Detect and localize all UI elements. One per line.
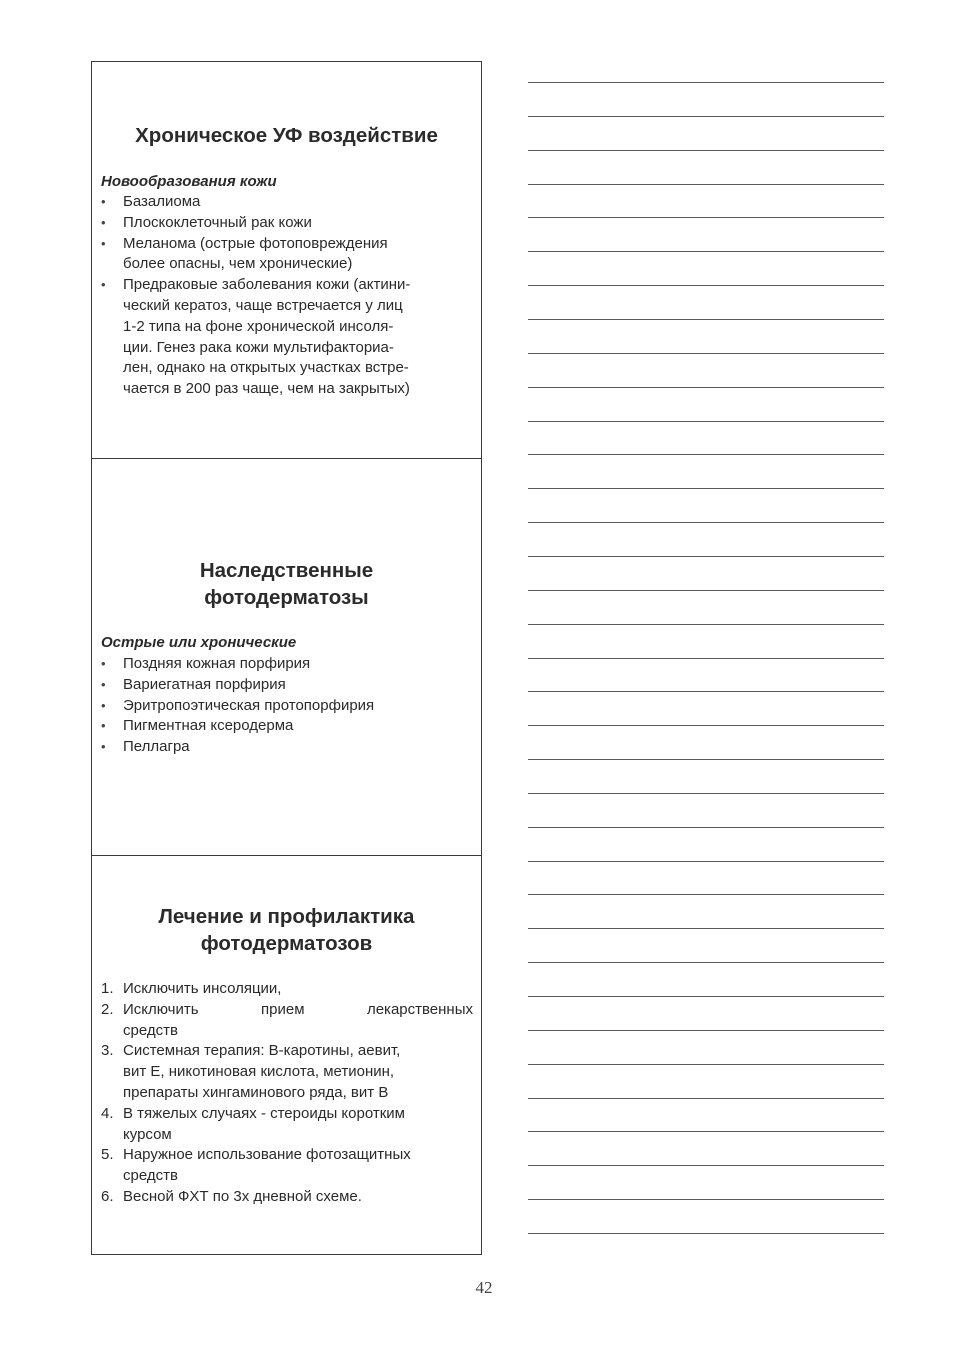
slide-title-line: Хроническое УФ воздействие <box>135 124 438 147</box>
note-line <box>528 150 884 151</box>
numbered-item: 5. Наружное использование фотозащитных средств <box>101 1146 411 1185</box>
numbered-item: 3. Системная терапия: В-каротины, аевит, вит Е, никотиновая кислота, метионин, препараты хингаминового ряда, вит В <box>101 1042 401 1101</box>
numbered-item: 2. Исключить прием лекарственных средств <box>101 1000 473 1039</box>
slide-title-line: фотодерматозы <box>204 586 369 609</box>
note-line <box>528 421 884 422</box>
note-line <box>528 488 884 489</box>
note-line <box>528 387 884 388</box>
note-lines <box>528 0 884 1350</box>
note-line <box>528 827 884 828</box>
note-line <box>528 691 884 692</box>
note-line <box>528 962 884 963</box>
bullet-item: • Меланома (острые фотоповреждения более опасны, чем хронические) <box>101 234 473 276</box>
note-line <box>528 1233 884 1234</box>
bullet-item: • Вариегатная порфирия <box>101 675 473 696</box>
slide-title-line: Лечение и профилактика <box>158 905 415 928</box>
slide-title-line: фотодерматозов <box>200 932 373 955</box>
note-line <box>528 658 884 659</box>
note-line <box>528 116 884 117</box>
note-line <box>528 996 884 997</box>
justified-line: Исключить прием лекарственных <box>123 1000 473 1018</box>
page-number: 42 <box>475 1278 493 1297</box>
bullet-item: • Предраковые заболевания кожи (актини- ческий кератоз, чаще встречается у лиц 1-2 типа на фоне хронической инсоля- ции. Генез рака кожи мультифакториа- лен, однако на открытых участках встре- чается в 200 раз чаще, чем на закрытых) <box>101 275 473 400</box>
bullet-list <box>101 192 473 400</box>
numbered-item: 4. В тяжелых случаях - стероиды коротким курсом <box>101 1104 405 1143</box>
note-line <box>528 522 884 523</box>
slide-title <box>92 122 481 149</box>
bullet-item: • Пигментная ксеродерма <box>101 716 473 737</box>
slide-title <box>92 903 481 957</box>
note-line <box>528 725 884 726</box>
slide-title <box>92 557 481 611</box>
note-line <box>528 1098 884 1099</box>
note-line <box>528 454 884 455</box>
bullet-item: • Поздняя кожная порфирия <box>101 654 473 675</box>
note-line <box>528 759 884 760</box>
slides-panel <box>91 61 482 1255</box>
bullet-item: • Пеллагра <box>101 737 473 758</box>
note-line <box>528 861 884 862</box>
note-line <box>528 285 884 286</box>
note-line <box>528 82 884 83</box>
numbered-item: 6. Весной ФХТ по 3х дневной схеме. <box>101 1187 362 1205</box>
note-line <box>528 556 884 557</box>
slide-subheading: Новообразования кожи <box>101 173 277 190</box>
note-line <box>528 590 884 591</box>
note-line <box>528 1199 884 1200</box>
note-line <box>528 184 884 185</box>
slide-hereditary-photodermatoses <box>92 459 481 856</box>
note-line <box>528 217 884 218</box>
slide-subheading: Острые или хронические <box>101 634 297 651</box>
note-line <box>528 1030 884 1031</box>
note-line <box>528 1064 884 1065</box>
bullet-item: • Эритропоэтическая протопорфирия <box>101 696 473 717</box>
bullet-item: • Плоскоклеточный рак кожи <box>101 213 473 234</box>
note-line <box>528 319 884 320</box>
note-line <box>528 1165 884 1166</box>
slide-chronic-uv <box>92 62 481 459</box>
note-line <box>528 894 884 895</box>
note-line <box>528 928 884 929</box>
bullet-list <box>101 654 473 758</box>
bullet-item: • Базалиома <box>101 192 473 213</box>
note-line <box>528 251 884 252</box>
numbered-item: 1. Исключить инсоляции, <box>101 980 282 997</box>
numbered-list <box>101 979 473 1208</box>
note-line <box>528 353 884 354</box>
note-line <box>528 1131 884 1132</box>
slide-title-line: Наследственные <box>199 559 374 582</box>
note-line <box>528 793 884 794</box>
note-line <box>528 624 884 625</box>
slide-treatment-prevention <box>92 856 481 1254</box>
